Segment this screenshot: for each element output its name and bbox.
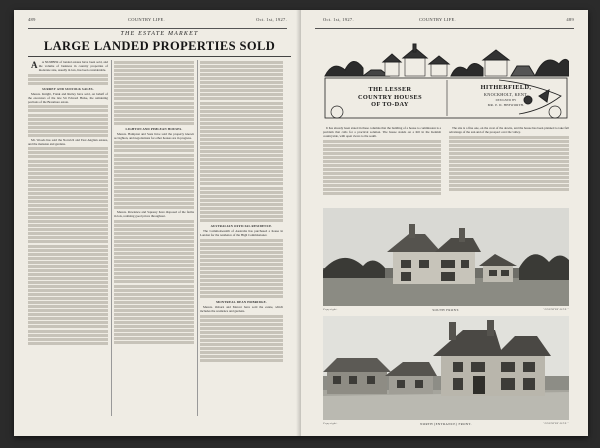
text-line (28, 273, 108, 276)
text-line (200, 203, 283, 206)
text-line (114, 141, 194, 144)
text-line (200, 267, 283, 270)
text-line (28, 330, 108, 333)
architect-name: MR. P. D. HEPWORTH. (487, 103, 525, 107)
south-copyright-label: Copyright. (323, 308, 338, 311)
text-line (200, 295, 283, 298)
text-line (200, 239, 283, 242)
text-line (114, 240, 194, 243)
text-line (114, 162, 194, 165)
text-line (28, 342, 108, 345)
text-line (200, 319, 283, 322)
text-line (114, 122, 194, 125)
text-line (200, 77, 283, 80)
text-line (28, 196, 108, 199)
text-line (114, 256, 194, 259)
column-3-subheading-2: MONTREAL DEAN HOBRIDGE. (216, 300, 267, 305)
house-article-para-1: It has already been stated in these columns that the building of a house to commission is a problem that calls for a practical solution. The house stands on a hill in the Kentish countryside, with open views to the south. (323, 126, 441, 139)
text-line (200, 243, 283, 246)
text-line (114, 232, 194, 235)
text-line (449, 152, 569, 155)
column-2-para-1: Messrs. Hampton and Sons have sold the property known as Lighton, and negotiations for other houses are in progress. (114, 131, 194, 140)
text-line (28, 289, 108, 292)
text-line (114, 236, 194, 239)
text-line (449, 156, 569, 159)
text-line (28, 114, 108, 117)
text-line (28, 118, 108, 121)
text-line (200, 154, 283, 157)
text-line (200, 343, 283, 346)
left-head-rule (28, 28, 287, 29)
left-page (14, 10, 301, 436)
text-line (323, 172, 441, 175)
text-line (28, 151, 108, 154)
text-line (323, 180, 441, 183)
column-2-subheading-1: LIGHTON AND PIMLEAN HOUSES. (125, 126, 183, 131)
text-line (114, 252, 194, 255)
text-line (449, 160, 569, 163)
text-line (114, 202, 194, 205)
text-line (28, 297, 108, 300)
text-line (200, 251, 283, 254)
banner-title: THE LESSER COUNTRY HOUSES OF TO-DAY (357, 86, 423, 109)
left-running-head (28, 17, 287, 27)
house-name: HITHERFIELD, (480, 84, 532, 91)
text-line (449, 184, 569, 187)
text-line (449, 164, 569, 167)
text-line (200, 126, 283, 129)
text-line (28, 249, 108, 252)
south-credit-label: "COUNTRY LIFE." (543, 308, 569, 311)
text-line (449, 168, 569, 171)
text-line (28, 277, 108, 280)
text-line (200, 138, 283, 141)
text-line (114, 285, 194, 288)
text-line (323, 140, 441, 143)
text-line (28, 82, 108, 85)
text-line (114, 178, 194, 181)
text-line (200, 118, 283, 121)
column-3-subheading-1: AUSTRALIAN OFFICIAL RESIDENCE. (210, 223, 273, 228)
text-line (114, 301, 194, 304)
text-line (114, 186, 194, 189)
text-line (200, 259, 283, 262)
text-line (200, 275, 283, 278)
north-front-photo (323, 316, 569, 420)
column-3-para-2: Messrs. Osborn and Mercer have sold the estate, which includes the residence and gardens. (200, 305, 283, 314)
text-line (114, 272, 194, 275)
text-line (114, 190, 194, 193)
magazine-spread (14, 10, 588, 436)
text-line (200, 215, 283, 218)
text-line (28, 168, 108, 171)
text-line (28, 313, 108, 316)
article-column-2 (114, 60, 194, 420)
north-front-title: NORTH (ENTRANCE) FRONT. (420, 422, 472, 426)
house-article-column-2 (449, 126, 569, 206)
designed-by-label: DESIGNED BY (495, 99, 517, 102)
north-credit-label: "COUNTRY LIFE." (543, 422, 569, 425)
column-1-subheading-1: SURREY AND SUFFOLK SALES. (42, 86, 94, 91)
text-line (114, 149, 194, 152)
drop-cap: A (31, 60, 38, 70)
text-line (28, 184, 108, 187)
text-line (449, 136, 569, 139)
text-line (28, 164, 108, 167)
text-line (200, 73, 283, 76)
text-line (28, 309, 108, 312)
north-front-caption (323, 422, 569, 428)
text-line (114, 198, 194, 201)
text-line (28, 212, 108, 215)
text-line (323, 188, 441, 191)
text-line (28, 228, 108, 231)
text-line (200, 85, 283, 88)
text-line (114, 85, 194, 88)
text-line (114, 81, 194, 84)
text-line (200, 323, 283, 326)
right-date: Oct. 1st, 1927. (323, 17, 354, 22)
text-line (114, 166, 194, 169)
text-line (114, 293, 194, 296)
text-line (200, 315, 283, 318)
column-3-para-1: The Commonwealth of Australia has purchased a house in London for the residence of the High Commissioner. (200, 228, 283, 237)
text-line (114, 102, 194, 105)
text-line (114, 309, 194, 312)
text-line (200, 187, 283, 190)
text-line (200, 182, 283, 185)
text-line (114, 154, 194, 157)
left-magazine-name: COUNTRY LIFE. (128, 17, 165, 22)
text-line (28, 240, 108, 243)
text-line (449, 180, 569, 183)
article-column-3 (200, 60, 283, 420)
text-line (114, 264, 194, 267)
article-column-1 (28, 60, 108, 420)
column-1-para-2: Messrs. Knight, Frank and Rutley have sold, on behalf of the executors of the late Sir Edward Hulse, the remaining portions of the Breamore estate. (28, 91, 108, 104)
text-line (200, 89, 283, 92)
text-line (200, 69, 283, 72)
text-line (200, 102, 283, 105)
text-line (28, 257, 108, 260)
text-line (200, 351, 283, 354)
text-line (449, 140, 569, 143)
text-line (200, 93, 283, 96)
text-line (28, 176, 108, 179)
text-line (200, 291, 283, 294)
text-line (114, 333, 194, 336)
text-line (28, 305, 108, 308)
text-line (114, 158, 194, 161)
article-title: LARGE LANDED PROPERTIES SOLD (43, 39, 276, 53)
text-line (114, 77, 194, 80)
text-line (200, 106, 283, 109)
text-line (114, 289, 194, 292)
text-line (114, 65, 194, 68)
decorative-banner-illustration (323, 40, 569, 122)
text-line (114, 220, 194, 223)
text-line (200, 327, 283, 330)
text-line (200, 134, 283, 137)
column-divider (197, 60, 198, 416)
column-1-para-1: A A NUMBER of landed estates have been sold, and the volume of business in country properties of moderate size, usually in lots, has been considerable. (28, 60, 108, 72)
text-line (114, 89, 194, 92)
text-line (200, 170, 283, 173)
column-divider (111, 60, 112, 416)
text-line (114, 182, 194, 185)
text-line (114, 248, 194, 251)
house-location: KNOCKHOLT, KENT. (483, 92, 529, 97)
text-line (28, 269, 108, 272)
text-line (449, 188, 569, 191)
house-article-column-1 (323, 126, 441, 206)
text-line (200, 114, 283, 117)
text-line (200, 110, 283, 113)
text-line (28, 160, 108, 163)
text-line (323, 184, 441, 187)
text-line (200, 158, 283, 161)
text-line (200, 81, 283, 84)
text-line (323, 168, 441, 171)
title-rule (28, 56, 291, 57)
text-line (200, 166, 283, 169)
section-heading: THE ESTATE MARKET (120, 31, 199, 37)
text-line (28, 130, 108, 133)
lesser-country-houses-banner (323, 40, 569, 122)
text-line (114, 321, 194, 324)
right-head-rule (315, 28, 574, 29)
text-line (28, 126, 108, 129)
text-line (114, 341, 194, 344)
text-line (114, 97, 194, 100)
right-magazine-name: COUNTRY LIFE. (419, 17, 456, 22)
text-line (200, 97, 283, 100)
text-line (200, 271, 283, 274)
text-line (28, 220, 108, 223)
text-line (28, 188, 108, 191)
text-line (200, 150, 283, 153)
text-line (28, 155, 108, 158)
text-line (449, 172, 569, 175)
text-line (200, 142, 283, 145)
text-line (323, 192, 441, 195)
text-line (114, 114, 194, 117)
house-article-para-2: The site is a fine one, on the crest of the downs, and the house has been planned to take full advantage of the sun and of the prospect over the valley. (449, 126, 569, 135)
right-running-head (315, 17, 574, 27)
text-line (114, 145, 194, 148)
text-line (28, 293, 108, 296)
text-line (200, 359, 283, 362)
right-page (301, 10, 588, 436)
text-line (200, 207, 283, 210)
text-line (200, 211, 283, 214)
text-line (28, 334, 108, 337)
text-line (200, 191, 283, 194)
text-line (28, 172, 108, 175)
text-line (28, 200, 108, 203)
text-line (200, 339, 283, 342)
text-line (114, 228, 194, 231)
south-front-photo (323, 208, 569, 306)
south-front-title: SOUTH FRONT. (432, 308, 460, 312)
text-line (114, 118, 194, 121)
text-line (114, 106, 194, 109)
text-line (114, 337, 194, 340)
text-line (28, 109, 108, 112)
house-photo-south-front (323, 208, 569, 306)
text-line (449, 148, 569, 151)
text-line (200, 247, 283, 250)
text-line (28, 122, 108, 125)
text-line (200, 287, 283, 290)
text-line (114, 276, 194, 279)
text-line (28, 204, 108, 207)
text-line (323, 156, 441, 159)
text-line (114, 325, 194, 328)
text-line (28, 180, 108, 183)
text-line (28, 265, 108, 268)
text-line (323, 148, 441, 151)
text-line (323, 176, 441, 179)
text-line (200, 279, 283, 282)
text-line (200, 347, 283, 350)
text-line (200, 255, 283, 258)
text-line (114, 280, 194, 283)
text-line (114, 329, 194, 332)
text-line (114, 297, 194, 300)
text-line (114, 206, 194, 209)
text-line (114, 170, 194, 173)
text-line (28, 301, 108, 304)
text-line (28, 321, 108, 324)
text-line (114, 305, 194, 308)
left-page-number: 489 (28, 17, 36, 22)
text-line (200, 61, 283, 64)
text-line (28, 245, 108, 248)
north-copyright-label: Copyright. (323, 422, 338, 425)
text-line (449, 176, 569, 179)
text-line (323, 164, 441, 167)
text-line (28, 253, 108, 256)
text-line (323, 144, 441, 147)
text-line (200, 219, 283, 222)
text-line (449, 144, 569, 147)
text-line (28, 208, 108, 211)
text-line (114, 61, 194, 64)
text-line (200, 355, 283, 358)
text-line (200, 335, 283, 338)
column-2-para-2: Messrs. Rawlence and Squarey have disposed of the farms in lots, realising good prices throughout. (114, 210, 194, 219)
text-line (114, 268, 194, 271)
text-line (200, 195, 283, 198)
left-date: Oct. 1st, 1927. (256, 17, 287, 22)
text-line (28, 281, 108, 284)
text-line (114, 110, 194, 113)
text-line (114, 313, 194, 316)
text-line (200, 178, 283, 181)
text-line (200, 174, 283, 177)
text-line (114, 174, 194, 177)
text-line (114, 244, 194, 247)
south-front-caption (323, 308, 569, 314)
text-line (200, 162, 283, 165)
text-line (114, 194, 194, 197)
text-line (114, 69, 194, 72)
text-line (28, 232, 108, 235)
text-line (28, 317, 108, 320)
text-line (200, 65, 283, 68)
text-line (28, 216, 108, 219)
text-line (200, 283, 283, 286)
text-line (200, 122, 283, 125)
text-line (28, 338, 108, 341)
text-line (28, 325, 108, 328)
text-line (28, 134, 108, 137)
text-line (28, 78, 108, 81)
text-line (28, 285, 108, 288)
text-line (200, 331, 283, 334)
text-line (114, 93, 194, 96)
text-line (28, 105, 108, 108)
text-line (28, 224, 108, 227)
text-line (114, 73, 194, 76)
text-line (200, 263, 283, 266)
text-line (323, 152, 441, 155)
text-line (200, 146, 283, 149)
text-line (28, 261, 108, 264)
text-line (114, 260, 194, 263)
text-line (28, 74, 108, 77)
text-line (114, 317, 194, 320)
text-line (200, 130, 283, 133)
text-line (28, 236, 108, 239)
text-line (28, 192, 108, 195)
right-page-number: 489 (566, 17, 574, 22)
text-line (323, 160, 441, 163)
house-photo-north-front (323, 316, 569, 420)
text-line (114, 224, 194, 227)
column-1-para-3: Mr. Woods has sold the Norwich and East Anglian estates, and the mansion and gardens. (28, 137, 108, 146)
text-line (28, 147, 108, 150)
text-line (200, 199, 283, 202)
